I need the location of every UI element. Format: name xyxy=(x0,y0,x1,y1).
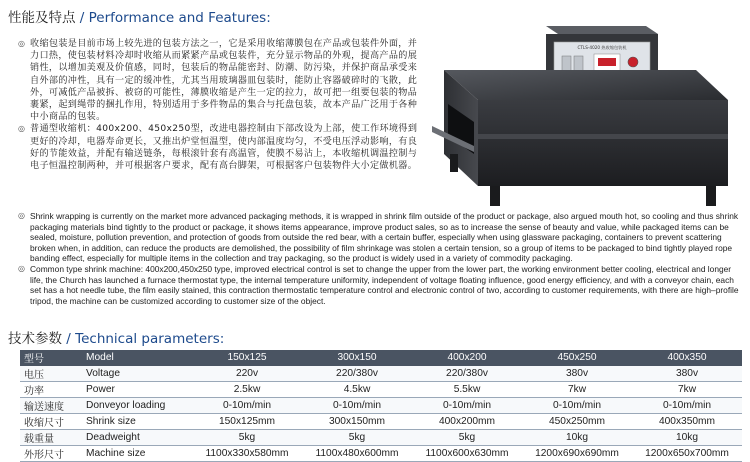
table-cell: 1200x650x700mm xyxy=(632,446,742,462)
machine-top xyxy=(444,70,728,100)
model-cell: 400x350 xyxy=(632,350,742,366)
table-cell: 220v xyxy=(192,366,302,382)
row-label-en: Voltage xyxy=(84,366,192,382)
en-paragraph-2: ◎ Common type shrink machine: 400x200,450x250 type, improved electrical control is set to change the upper from the lower part, the working environment better cooling, electrical and longer life, the Church has launched a furnace thermostat type, the internal temperature uniformity, independent of voltage floating influence, good energy efficiency, and with a conveyor chain, each set has a hot needle tube, the film easily stained, this contraction thermostatic temperature control and electronic control of two, according to customer requirements, with there are high–profile tripod, the machine can be customized according to customer size of the object. xyxy=(18,263,739,306)
table-cell: 4.5kw xyxy=(302,382,412,398)
row-label-en: Deadweight xyxy=(84,430,192,446)
table-cell: 5kg xyxy=(302,430,412,446)
features-title-en: / Performance and Features: xyxy=(79,10,271,26)
bullet-icon: ◎ xyxy=(18,39,26,48)
model-cell: 150x125 xyxy=(192,350,302,366)
table-cell: 0-10m/min xyxy=(632,398,742,414)
table-cell: 0-10m/min xyxy=(302,398,412,414)
row-label-en: Power xyxy=(84,382,192,398)
table-cell: 10kg xyxy=(632,430,742,446)
leg-2 xyxy=(706,186,716,206)
table-cell: 400x350mm xyxy=(632,414,742,430)
shrink-machine-image xyxy=(426,4,742,210)
zh-paragraph-1: ◎ 收缩包装是目前市场上较先进的包装方法之一，它是采用收缩薄膜包在产品或包装件外面，并力口热，使包装材料冷却时收缩从而紧紧产品或包装件，充分显示物品的外观，提高产品的展销性，以增加美观及价值感，同时，包装后的物品能密封、防潮、防污染，并保护商品承受来自外部的冲性，具有一定的缓冲性，尤其当用玻璃器皿包装时，能防止容器破碎时的飞散，此外，可减低产品被拆、被窃的可能性，薄膜收缩是产生一定的拉力，故可把一组要包装的物品裹紧，起到绳带的捆扎作用，特别适用于多件物品的集合与托盘包装，故本产品广泛用于各种中小商品的包装。 xyxy=(18,39,418,123)
en-paragraph-1: ◎ Shrink wrapping is currently on the market more advanced packaging methods, it is wrapped in shrink film outside of the product or package, also argued mouth hot, so cooling and thus shrink packaging materials bind tightly to the product or package, it shows items appearance, improve product sales, so as to increase the sense of beauty and value, while packaged items can be sealed, moisture, pollution prevention, and protection of goods from outside the red bear, with a certain buffer, especially when using glassware packaging, containers to prevent scattering broken when, in addition, can reduce the products are demolished, the possibility of film shrinkage was stolen a certain tension, so a group of items to be packaged to bind tightly played rope banding effect, especially for multiple items in the collection and tray packaging, so the product is widely used in a variety of commodity packaging. xyxy=(18,211,739,264)
features-title-zh: 性能及特点 xyxy=(8,10,76,26)
table-cell: 7kw xyxy=(522,382,632,398)
table-row xyxy=(20,382,742,398)
model-cell: 450x250 xyxy=(522,350,632,366)
table-cell: 10kg xyxy=(522,430,632,446)
table-row xyxy=(20,366,742,382)
table-header-row xyxy=(20,350,742,366)
model-cell: 400x200 xyxy=(412,350,522,366)
leg-1 xyxy=(490,186,500,206)
table-cell: 1100x480x600mm xyxy=(302,446,412,462)
temp-display xyxy=(598,58,616,66)
table-cell: 2.5kw xyxy=(192,382,302,398)
table-cell: 450x250mm xyxy=(522,414,632,430)
row-label-en: Shrink size xyxy=(84,414,192,430)
features-en-text xyxy=(18,211,744,306)
specs-title xyxy=(8,327,224,347)
row-label-zh: 收缩尺寸 xyxy=(20,414,84,430)
table-cell: 220/380v xyxy=(412,366,522,382)
table-cell: 400x200mm xyxy=(412,414,522,430)
table-cell: 5kg xyxy=(412,430,522,446)
row-label-zh: 外形尺寸 xyxy=(20,446,84,462)
spec-table xyxy=(20,350,742,462)
table-cell: 1100x330x580mm xyxy=(192,446,302,462)
table-cell: 220/380v xyxy=(302,366,412,382)
row-label-en: Machine size xyxy=(84,446,192,462)
table-cell: 5kg xyxy=(192,430,302,446)
table-row xyxy=(20,446,742,462)
row-label-zh: 功率 xyxy=(20,382,84,398)
specs-title-en: / Technical parameters: xyxy=(66,331,225,347)
table-row xyxy=(20,414,742,430)
table-cell: 300x150mm xyxy=(302,414,412,430)
table-cell: 5.5kw xyxy=(412,382,522,398)
table-row xyxy=(20,430,742,446)
speed-knob xyxy=(628,57,638,67)
row-label-zh: 电压 xyxy=(20,366,84,382)
control-box-top xyxy=(546,26,658,34)
header-en: Model xyxy=(84,350,192,366)
row-label-en: Donveyor loading xyxy=(84,398,192,414)
specs-title-zh: 技术参数 xyxy=(8,331,62,347)
table-cell: 1100x600x630mm xyxy=(412,446,522,462)
features-title xyxy=(8,6,271,26)
table-cell: 7kw xyxy=(632,382,742,398)
bullet-icon: ◎ xyxy=(18,263,25,273)
zh-paragraph-2: ◎ 普通型收缩机：400x200、450x250型，改进电器控制由下部改设为上部，使工作环境得到更好的冷却，电器寿命更长，又推出炉堂恒温型，使内部温度均匀，不受电压浮动影响，有良好的节能效益，并配有输送链条，每根滚针套有高温管，使膜不易沾上，本收缩机调温控制与电子恒温控制两种，并可根据客户要求，配有高台脚架，可根据客户包装物件大小定做机器。 xyxy=(18,124,418,172)
header-zh: 型号 xyxy=(20,350,84,366)
features-zh-text xyxy=(18,38,425,172)
model-cell: 300x150 xyxy=(302,350,412,366)
conveyor-rail xyxy=(478,134,728,139)
machine-body xyxy=(478,100,728,186)
row-label-zh: 载重量 xyxy=(20,430,84,446)
table-cell: 0-10m/min xyxy=(192,398,302,414)
table-cell: 380v xyxy=(632,366,742,382)
table-row xyxy=(20,398,742,414)
table-cell: 150x125mm xyxy=(192,414,302,430)
table-cell: 0-10m/min xyxy=(522,398,632,414)
table-cell: 380v xyxy=(522,366,632,382)
leg-3 xyxy=(450,154,458,172)
bullet-icon: ◎ xyxy=(18,124,26,134)
row-label-zh: 输送速度 xyxy=(20,398,84,414)
bullet-icon: ◎ xyxy=(18,211,25,220)
panel-label: CTLS-4020 热收缩包装机 xyxy=(577,45,627,50)
table-cell: 1200x690x690mm xyxy=(522,446,632,462)
table-cell: 0-10m/min xyxy=(412,398,522,414)
